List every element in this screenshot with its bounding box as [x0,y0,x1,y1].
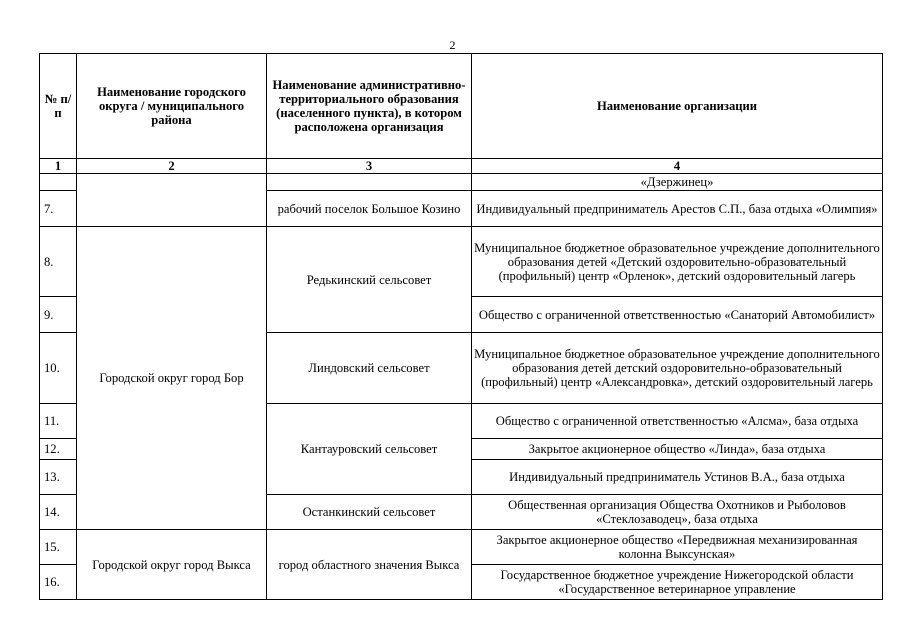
row-num: 7. [40,191,77,227]
table-row [40,174,883,191]
row-num: 12. [40,439,77,460]
row-num: 13. [40,460,77,495]
column-number: 2 [77,159,267,174]
row-settlement: рабочий поселок Большое Козино [267,191,472,227]
settlement-redkino: Редькинский сельсовет [267,227,472,333]
row-organization: Индивидуальный предприниматель Устинов В.А., база отдыха [472,460,883,495]
row-organization: Муниципальное бюджетное образовательное учреждение дополнительного образования детей «Детский оздоровительно-образовательный (профильный) центр «Орленок», детский оздоровительный лагерь [472,227,883,297]
organizations-table [39,53,883,600]
header-settlement: Наименование административно-территориального образования (населенного пункта), в котором расположена организация [267,54,472,159]
row-num [40,174,77,191]
row-organization: Муниципальное бюджетное образовательное учреждение дополнительного образования детей детский оздоровительно-образовательный (профильный) центр «Александровка», детский оздоровительный лагерь [472,333,883,404]
row-organization: Закрытое акционерное общество «Линда», база отдыха [472,439,883,460]
row-organization: Общественная организация Общества Охотников и Рыболовов «Стеклозаводец», база отдыха [472,495,883,530]
row-district [77,174,267,227]
row-organization: Общество с ограниченной ответственностью «Алсма», база отдыха [472,404,883,439]
row-num: 15. [40,530,77,565]
column-number-row [40,159,883,174]
settlement-kantaurovsky: Кантауровский сельсовет [267,404,472,495]
row-num: 16. [40,565,77,600]
row-num: 10. [40,333,77,404]
row-num: 11. [40,404,77,439]
column-number: 3 [267,159,472,174]
district-vyksa: Городской округ город Выкса [77,530,267,600]
row-num: 8. [40,227,77,297]
row-organization: Общество с ограниченной ответственностью «Санаторий Автомобилист» [472,297,883,333]
row-organization: Государственное бюджетное учреждение Нижегородской области «Государственное ветеринарное управление [472,565,883,600]
header-num: № п/п [40,54,77,159]
row-settlement [267,174,472,191]
settlement-lindovsky: Линдовский сельсовет [267,333,472,404]
row-organization: Индивидуальный предприниматель Арестов С.П., база отдыха «Олимпия» [472,191,883,227]
row-organization: «Дзержинец» [472,174,883,191]
district-bor: Городской округ город Бор [77,227,267,530]
table-row [40,530,883,565]
settlement-ostankinsky: Останкинский сельсовет [267,495,472,530]
settlement-vyksa-city: город областного значения Выкса [267,530,472,600]
header-district: Наименование городского округа / муниципального района [77,54,267,159]
column-number: 1 [40,159,77,174]
page-number: 2 [449,38,456,52]
column-number: 4 [472,159,883,174]
row-num: 14. [40,495,77,530]
row-num: 9. [40,297,77,333]
table-header-row [40,54,883,159]
table-row [40,227,883,297]
row-organization: Закрытое акционерное общество «Передвижная механизированная колонна Выксунская» [472,530,883,565]
header-organization: Наименование организации [472,54,883,159]
